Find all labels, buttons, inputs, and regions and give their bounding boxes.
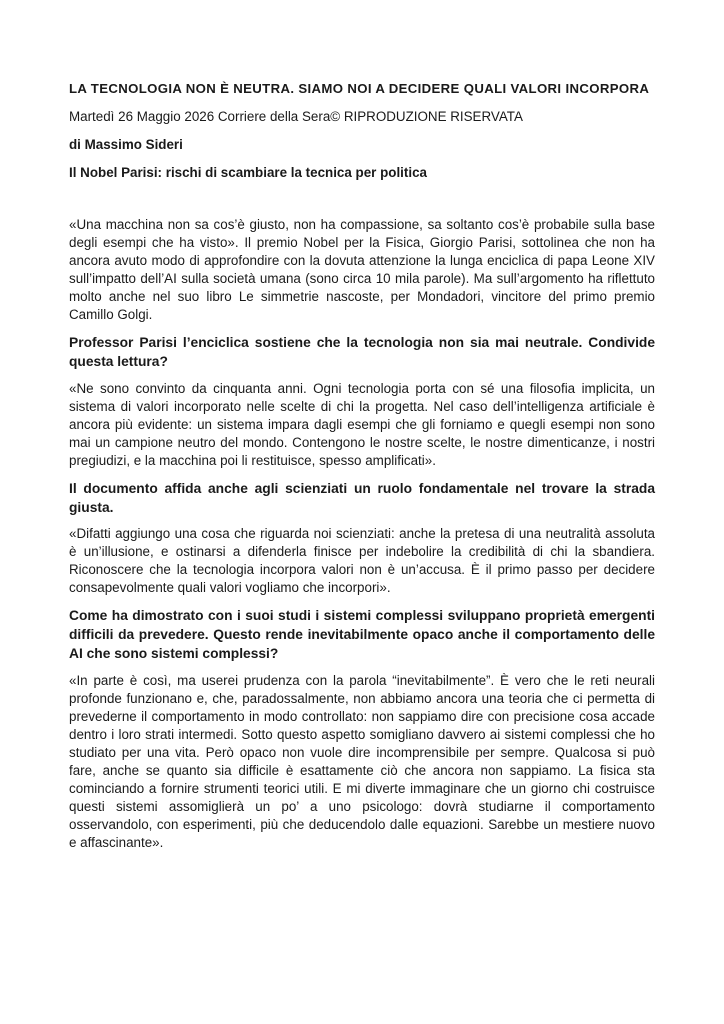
article-intro: «Una macchina non sa cos’è giusto, non ha compassione, sa soltanto cos’è probabile sulla base degli esempi che ha visto». Il premio Nobel per la Fisica, Giorgio Parisi, sottolinea che non ha ancora avuto modo di approfondire con la dovuta attenzione la lunga enciclica di papa Leone XIV sull’impatto dell’AI sulla società umana (sono circa 10 mila parole). Ma sull’argomento ha riflettuto molto anche nel suo libro Le simmetrie nascoste, per Mondadori, vincitore del primo premio Camillo Golgi.	[69, 217, 655, 322]
interview-question-3: Come ha dimostrato con i suoi studi i sistemi complessi sviluppano proprietà emergenti difficili da prevedere. Questo rende inevitabilmente opaco anche il comportamento delle AI che sono sistemi complessi?	[69, 608, 655, 661]
article-page	[69, 80, 655, 861]
article-subtitle: Il Nobel Parisi: rischi di scambiare la tecnica per politica	[69, 165, 427, 180]
interview-answer-1: «Ne sono convinto da cinquanta anni. Ogni tecnologia porta con sé una filosofia implicita, un sistema di valori incorporato nelle scelte di chi la progetta. Nel caso dell’intelligenza artificiale è ancora più evidente: un sistema impara dagli esempi che gli forniamo e quegli esempi non sono mai un campione neutro del mondo. Contengono le nostre scelte, le nostre dimenticanze, i nostri pregiudizi, e la macchina poi li restituisce, spesso amplificati».	[69, 381, 655, 468]
article-title: LA TECNOLOGIA NON È NEUTRA. SIAMO NOI A DECIDERE QUALI VALORI INCORPORA	[69, 81, 650, 96]
interview-answer-2: «Difatti aggiungo una cosa che riguarda noi scienziati: anche la pretesa di una neutralità assoluta è un’illusione, e ostinarsi a difenderla finisce per indebolire la credibilità di chi la sbandiera. Riconoscere che la tecnologia incorpora valori non è un’accusa. È il primo passo per decidere consapevolmente quali valori vogliamo che incorpori».	[69, 526, 655, 595]
article-dateline: Martedì 26 Maggio 2026 Corriere della Sera© RIPRODUZIONE RISERVATA	[69, 109, 523, 124]
interview-question-1: Professor Parisi l’enciclica sostiene che la tecnologia non sia mai neutrale. Condivide questa lettura?	[69, 335, 655, 369]
article-author: di Massimo Sideri	[69, 137, 183, 152]
interview-question-2: Il documento affida anche agli scienziati un ruolo fondamentale nel trovare la strada giusta.	[69, 481, 655, 515]
interview-answer-3: «In parte è così, ma userei prudenza con la parola “inevitabilmente”. È vero che le reti neurali profonde funzionano e, che, paradossalmente, non abbiamo ancora una teoria che ci permetta di prevederne il comportamento in modo controllato: non sappiamo dire con precisione cosa accade dentro i loro strati intermedi. Sotto questo aspetto somigliano davvero ai sistemi complessi che ho studiato per una vita. Però opaco non vuole dire incomprensibile per sempre. Qualcosa si può fare, anche se quanto sia difficile è esattamente ciò che ancora non sappiamo. La fisica sta cominciando a fornire strumenti teorici utili. E mi diverte immaginare che un giorno chi costruisce questi sistemi assomiglierà un po’ a uno psicologo: dovrà studiarne il comportamento osservandolo, con esperimenti, più che deducendolo dalle equazioni. Sarebbe un mestiere nuovo e affascinante».	[69, 673, 655, 850]
